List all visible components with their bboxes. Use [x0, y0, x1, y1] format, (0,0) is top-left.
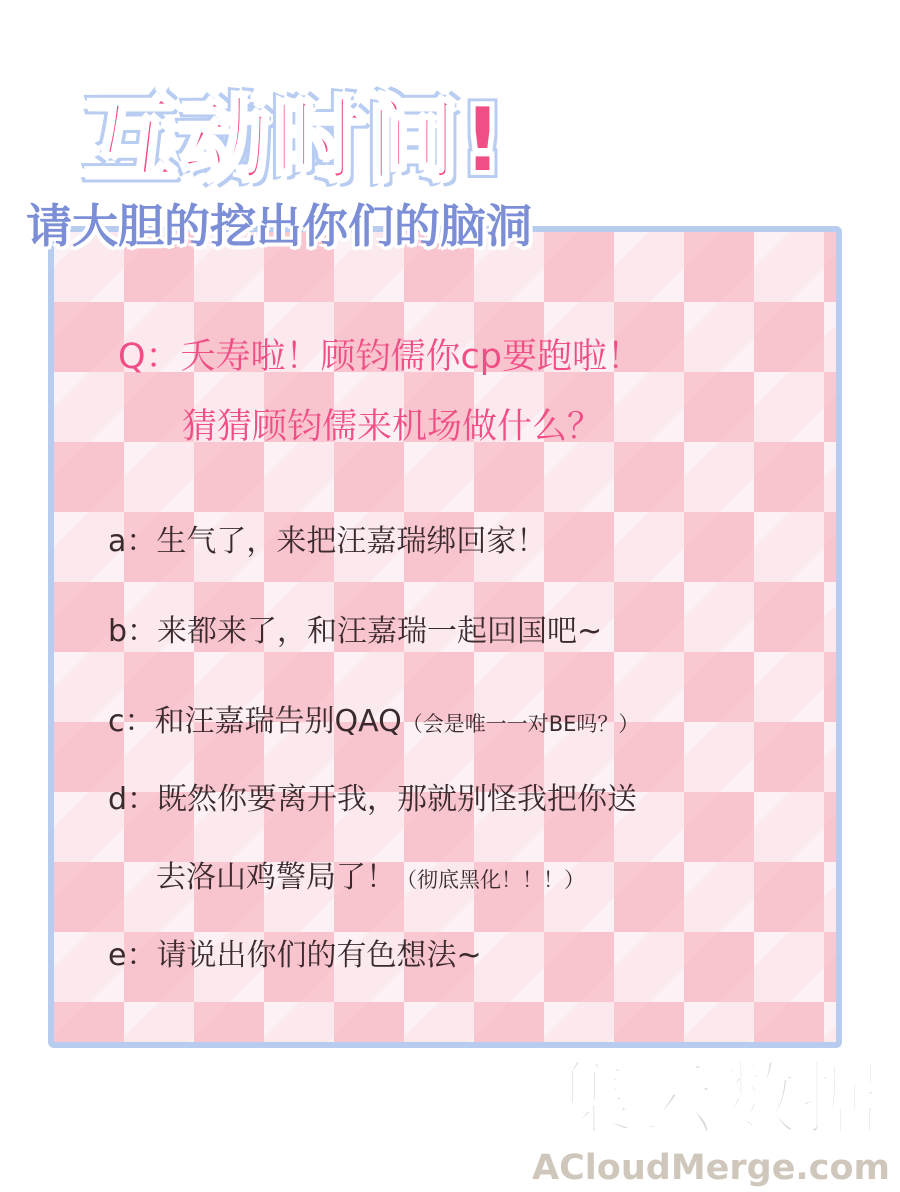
page-title: 互动时间!: [86, 88, 508, 193]
answer-key: e：: [108, 938, 157, 973]
answer-a: [108, 516, 546, 560]
question-block: [118, 322, 818, 462]
answer-note: （彻底黑化！！！）: [396, 868, 585, 892]
answer-text: 请说出你们的有色想法~: [156, 938, 482, 973]
answer-e: [108, 930, 482, 974]
answer-text: 生气了，来把汪嘉瑞绑回家！: [156, 524, 547, 559]
answer-text: 和汪嘉瑞告别QAQ: [154, 704, 402, 739]
answer-text: 来都来了，和汪嘉瑞一起回国吧~: [157, 614, 603, 649]
answer-d-continued: [156, 852, 585, 896]
answer-text: 去洛山鸡警局了！: [156, 860, 396, 895]
question-line-2: 猜猜顾钧儒来机场做什么？: [182, 407, 603, 447]
question-line-1: Q：夭寿啦！顾钧儒你cp要跑啦！: [118, 337, 643, 377]
answer-key: d：: [108, 782, 158, 817]
answer-text: 既然你要离开我，那就别怪我把你送: [157, 782, 638, 817]
answer-b: [108, 606, 602, 650]
watermark: [512, 1052, 892, 1192]
answer-note: （会是唯一一对BE吗？）: [401, 712, 640, 736]
page-subtitle: 请大胆的挖出你们的脑洞: [26, 199, 532, 253]
answer-d: [108, 774, 637, 818]
answer-key: c：: [108, 704, 155, 739]
answer-key: b：: [108, 614, 158, 649]
answer-c: [108, 696, 639, 740]
answer-key: a：: [108, 524, 157, 559]
watermark-english: ACloudMerge.com: [532, 1148, 890, 1188]
watermark-chinese: 集云数据: [554, 1053, 882, 1146]
